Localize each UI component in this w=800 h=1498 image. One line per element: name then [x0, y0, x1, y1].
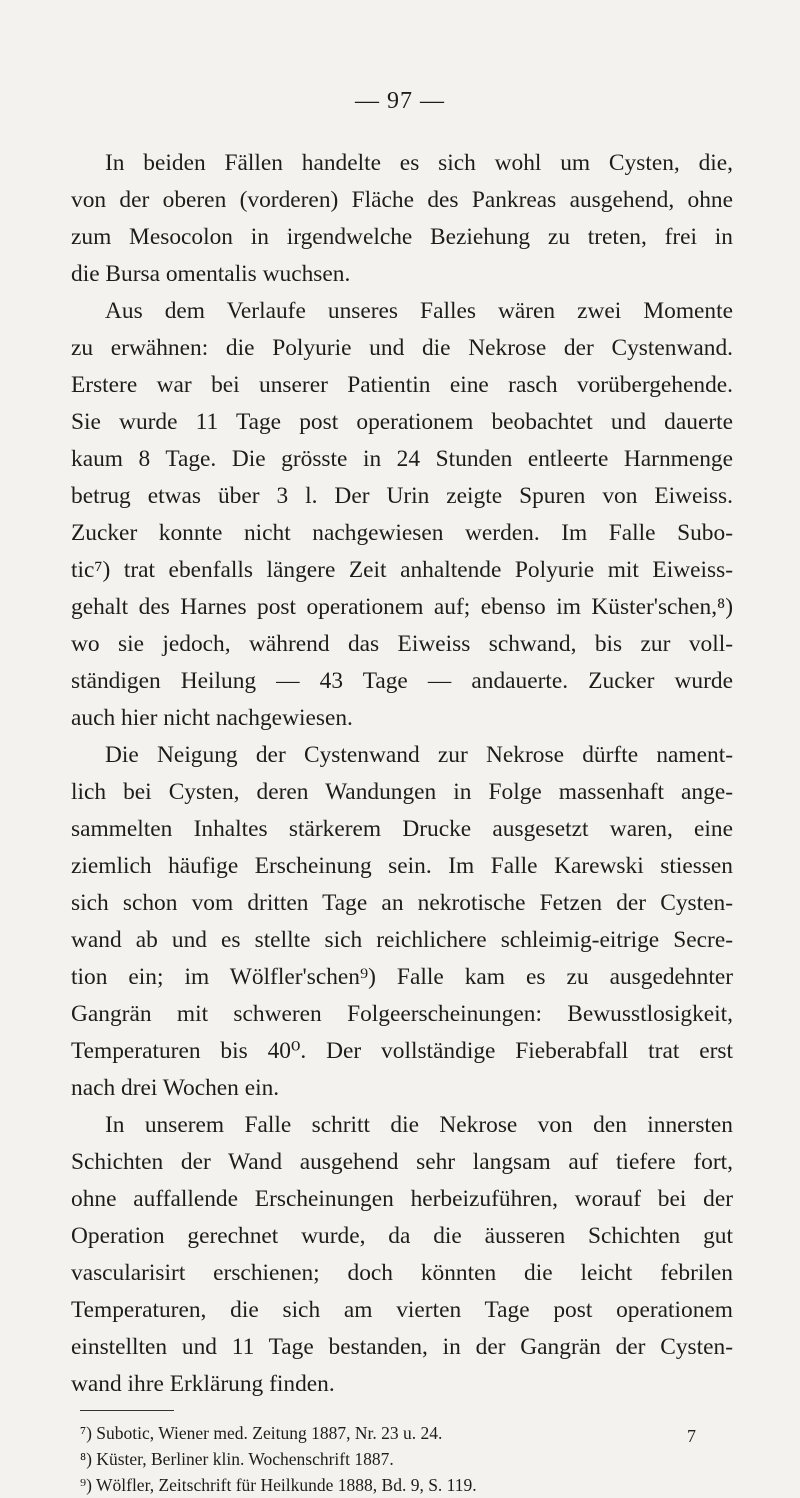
- text-line: wo sie jedoch, während das Eiweiss schwand, bis zur voll-: [71, 631, 733, 657]
- text-line: lich bei Cysten, deren Wandungen in Folge massenhaft ange-: [71, 779, 733, 805]
- text-line: Sie wurde 11 Tage post operationem beobachtet und dauerte: [71, 409, 733, 435]
- text-line: ziemlich häufige Erscheinung sein. Im Falle Karewski stiessen: [71, 853, 733, 879]
- text-line: Erstere war bei unserer Patientin eine rasch vorübergehende.: [71, 372, 733, 398]
- text-line: Aus dem Verlaufe unseres Falles wären zwei Momente: [105, 298, 733, 324]
- text-line: einstellten und 11 Tage bestanden, in der Gangrän der Cysten-: [71, 1334, 733, 1360]
- text-line: kaum 8 Tage. Die grösste in 24 Stunden entleerte Harnmenge: [71, 446, 733, 472]
- text-line: gehalt des Harnes post operationem auf; ebenso im Küster'schen,⁸): [71, 594, 733, 620]
- text-line: Temperaturen, die sich am vierten Tage post operationem: [71, 1297, 733, 1323]
- text-line: sammelten Inhaltes stärkerem Drucke ausgesetzt waren, eine: [71, 816, 733, 842]
- text-line: In beiden Fällen handelte es sich wohl um Cysten, die,: [105, 150, 733, 176]
- text-line: zu erwähnen: die Polyurie und die Nekrose der Cystenwand.: [71, 335, 733, 361]
- text-line: ohne auffallende Erscheinungen herbeizuführen, worauf bei der: [71, 1186, 733, 1212]
- text-line: sich schon vom dritten Tage an nekrotische Fetzen der Cysten-: [71, 890, 733, 916]
- footnote: ⁹) Wölfler, Zeitschrift für Heilkunde 1888, Bd. 9, S. 119.: [80, 1475, 477, 1495]
- text-line: tion ein; im Wölfler'schen⁹) Falle kam es zu ausgedehnter: [71, 964, 733, 990]
- text-line: wand ab und es stellte sich reichlichere schleimig-eitrige Secre-: [71, 927, 733, 953]
- text-line: die Bursa omentalis wuchsen.: [71, 261, 351, 287]
- footnote: ⁷) Subotic, Wiener med. Zeitung 1887, Nr. 23 u. 24.: [80, 1423, 443, 1443]
- text-line: wand ihre Erklärung finden.: [71, 1371, 335, 1397]
- text-line: zum Mesocolon in irgendwelche Beziehung zu treten, frei in: [71, 224, 733, 250]
- text-line: von der oberen (vorderen) Fläche des Pankreas ausgehend, ohne: [71, 187, 733, 213]
- page-number: — 97 —: [355, 88, 445, 114]
- body-text: [71, 145, 733, 1403]
- text-line: Operation gerechnet wurde, da die äusseren Schichten gut: [71, 1223, 733, 1249]
- text-line: Gangrän mit schweren Folgeerscheinungen: Bewusstlosigkeit,: [71, 1001, 733, 1027]
- text-line: betrug etwas über 3 l. Der Urin zeigte Spuren von Eiweiss.: [71, 483, 733, 509]
- text-line: Zucker konnte nicht nachgewiesen werden. Im Falle Subo-: [71, 520, 733, 546]
- footnote: ⁸) Küster, Berliner klin. Wochenschrift 1887.: [80, 1449, 394, 1469]
- text-line: ständigen Heilung — 43 Tage — andauerte. Zucker wurde: [71, 668, 733, 694]
- text-line: In unserem Falle schritt die Nekrose von den innersten: [105, 1112, 733, 1138]
- text-line: Schichten der Wand ausgehend sehr langsam auf tiefere fort,: [71, 1149, 733, 1175]
- text-line: tic⁷) trat ebenfalls längere Zeit anhaltende Polyurie mit Eiweiss-: [71, 557, 733, 583]
- text-line: nach drei Wochen ein.: [71, 1075, 280, 1101]
- footnotes: [80, 1420, 720, 1498]
- text-line: vascularisirt erschienen; doch könnten die leicht febrilen: [71, 1260, 733, 1286]
- text-line: Die Neigung der Cystenwand zur Nekrose dürfte nament-: [105, 742, 733, 768]
- text-line: Temperaturen bis 40⁰. Der vollständige Fieberabfall trat erst: [71, 1038, 733, 1064]
- footnote-divider: [80, 1410, 174, 1411]
- text-line: auch hier nicht nachgewiesen.: [71, 705, 353, 731]
- signature-mark: 7: [687, 1426, 696, 1446]
